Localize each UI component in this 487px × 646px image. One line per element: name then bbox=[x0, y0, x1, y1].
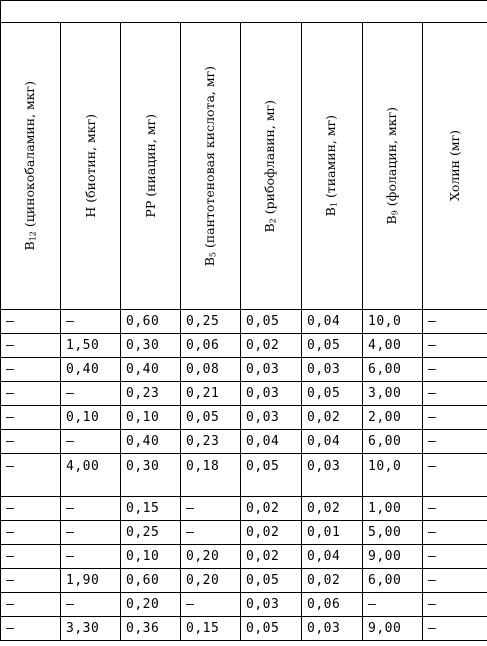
table-cell: 0,05 bbox=[302, 334, 363, 358]
table-cell: — bbox=[423, 545, 487, 569]
table-cell: 0,03 bbox=[241, 593, 302, 617]
table-cell: — bbox=[61, 593, 121, 617]
table-row bbox=[1, 454, 487, 497]
table-cell: 0,60 bbox=[121, 310, 181, 334]
table-cell: 0,25 bbox=[181, 310, 241, 334]
table-row bbox=[1, 497, 487, 521]
table-cell: 0,04 bbox=[302, 430, 363, 454]
table-cell: 5,00 bbox=[363, 521, 423, 545]
column-header-label: Н (биотин, мкг) bbox=[82, 114, 98, 218]
table-cell: 0,10 bbox=[61, 406, 121, 430]
column-header bbox=[302, 23, 363, 310]
table-cell: 0,04 bbox=[241, 430, 302, 454]
table-cell: — bbox=[423, 406, 487, 430]
table-cell: 1,50 bbox=[61, 334, 121, 358]
table-cell: 0,03 bbox=[241, 358, 302, 382]
table-cell: 0,02 bbox=[302, 569, 363, 593]
table-cell: — bbox=[1, 593, 61, 617]
table-cell: — bbox=[423, 569, 487, 593]
table-cell: — bbox=[1, 569, 61, 593]
table-cell: 0,20 bbox=[181, 569, 241, 593]
table-cell: 0,06 bbox=[181, 334, 241, 358]
column-header-label: Холин (мг) bbox=[447, 130, 463, 202]
table-cell: 0,36 bbox=[121, 617, 181, 641]
table-cell: 0,02 bbox=[241, 545, 302, 569]
table-row bbox=[1, 545, 487, 569]
column-header bbox=[1, 23, 61, 310]
table-cell: 0,05 bbox=[241, 310, 302, 334]
table-cell: 0,03 bbox=[302, 358, 363, 382]
table-cell: 0,23 bbox=[181, 430, 241, 454]
table-top-row bbox=[1, 1, 487, 23]
table-cell: — bbox=[1, 406, 61, 430]
table-cell: 9,00 bbox=[363, 545, 423, 569]
table-cell: 0,05 bbox=[241, 569, 302, 593]
table-cell: 0,01 bbox=[302, 521, 363, 545]
table-cell: 6,00 bbox=[363, 358, 423, 382]
table-cell: 0,05 bbox=[302, 382, 363, 406]
table-cell: — bbox=[61, 545, 121, 569]
table-row bbox=[1, 334, 487, 358]
table-cell: 0,60 bbox=[121, 569, 181, 593]
table-cell: 1,90 bbox=[61, 569, 121, 593]
table-cell: 0,30 bbox=[121, 454, 181, 497]
table-cell: 0,04 bbox=[302, 545, 363, 569]
table-cell: — bbox=[181, 593, 241, 617]
table-cell: — bbox=[61, 382, 121, 406]
table-row bbox=[1, 358, 487, 382]
column-header bbox=[181, 23, 241, 310]
header-row bbox=[1, 23, 487, 310]
table-cell: 0,03 bbox=[302, 454, 363, 497]
table-cell: 0,02 bbox=[241, 497, 302, 521]
table-row bbox=[1, 406, 487, 430]
table-cell: 0,05 bbox=[241, 454, 302, 497]
table-cell: — bbox=[1, 310, 61, 334]
table-row bbox=[1, 310, 487, 334]
table-cell: 10,0 bbox=[363, 310, 423, 334]
table-row bbox=[1, 569, 487, 593]
table-cell: 0,10 bbox=[121, 545, 181, 569]
column-header bbox=[241, 23, 302, 310]
table-cell: 0,20 bbox=[181, 545, 241, 569]
table-row bbox=[1, 617, 487, 641]
column-header-label: $B_5$ (пантотеновая кислота, мг) bbox=[201, 65, 218, 267]
table-cell: 0,06 bbox=[302, 593, 363, 617]
column-header-label: РР (ниацин, мг) bbox=[142, 114, 158, 218]
table-cell: — bbox=[1, 454, 61, 497]
table-row bbox=[1, 382, 487, 406]
table-cell: — bbox=[1, 334, 61, 358]
table-cell: 0,15 bbox=[181, 617, 241, 641]
column-header bbox=[363, 23, 423, 310]
table-cell: 0,25 bbox=[121, 521, 181, 545]
table-cell: — bbox=[423, 310, 487, 334]
table-cell: 0,04 bbox=[302, 310, 363, 334]
table-cell: 0,03 bbox=[241, 406, 302, 430]
table-cell: — bbox=[423, 454, 487, 497]
column-header-label: $B_2$ (рибофлавин, мг) bbox=[262, 99, 278, 233]
table-cell: — bbox=[61, 310, 121, 334]
table-cell: 0,40 bbox=[121, 430, 181, 454]
table-cell: 9,00 bbox=[363, 617, 423, 641]
table-cell: — bbox=[423, 497, 487, 521]
table-cell: 6,00 bbox=[363, 430, 423, 454]
table-top-cell bbox=[1, 1, 487, 23]
table-cell: 0,40 bbox=[61, 358, 121, 382]
table-cell: 2,00 bbox=[363, 406, 423, 430]
table-cell: 3,00 bbox=[363, 382, 423, 406]
table-cell: — bbox=[1, 430, 61, 454]
table-row bbox=[1, 593, 487, 617]
table-cell: 0,03 bbox=[241, 382, 302, 406]
table-cell: 4,00 bbox=[363, 334, 423, 358]
table-cell: 0,10 bbox=[121, 406, 181, 430]
table-cell: — bbox=[423, 334, 487, 358]
table-cell: 0,08 bbox=[181, 358, 241, 382]
table-cell: — bbox=[1, 521, 61, 545]
table-cell: — bbox=[181, 521, 241, 545]
table-cell: — bbox=[61, 497, 121, 521]
table-cell: 10,0 bbox=[363, 454, 423, 497]
table-cell: 0,02 bbox=[241, 521, 302, 545]
table-cell: — bbox=[423, 593, 487, 617]
table-cell: 6,00 bbox=[363, 569, 423, 593]
table-cell: 0,30 bbox=[121, 334, 181, 358]
table-cell: — bbox=[61, 521, 121, 545]
column-header bbox=[423, 23, 487, 310]
table-cell: — bbox=[1, 358, 61, 382]
table-cell: 0,05 bbox=[241, 617, 302, 641]
column-header-label: $B_{12}$ (цинокобаламин, мкг) bbox=[21, 81, 38, 251]
column-header bbox=[61, 23, 121, 310]
table-cell: 4,00 bbox=[61, 454, 121, 497]
table-cell: — bbox=[423, 521, 487, 545]
table-cell: — bbox=[61, 430, 121, 454]
table-cell: 0,02 bbox=[302, 406, 363, 430]
table-cell: 0,02 bbox=[302, 497, 363, 521]
table-cell: — bbox=[423, 358, 487, 382]
table-cell: — bbox=[423, 430, 487, 454]
table-cell: 0,05 bbox=[181, 406, 241, 430]
table-row bbox=[1, 521, 487, 545]
column-header-label: $B_1$ (тиамин, мг) bbox=[323, 115, 339, 217]
column-header bbox=[121, 23, 181, 310]
table-cell: 0,02 bbox=[241, 334, 302, 358]
table-row bbox=[1, 430, 487, 454]
table-cell: — bbox=[1, 382, 61, 406]
table-cell: 1,00 bbox=[363, 497, 423, 521]
table-cell: 3,30 bbox=[61, 617, 121, 641]
table-cell: — bbox=[1, 545, 61, 569]
table-cell: 0,20 bbox=[121, 593, 181, 617]
table-cell: 0,23 bbox=[121, 382, 181, 406]
table-cell: — bbox=[423, 382, 487, 406]
table-cell: 0,21 bbox=[181, 382, 241, 406]
table-cell: — bbox=[181, 497, 241, 521]
table-cell: — bbox=[1, 617, 61, 641]
table-cell: 0,40 bbox=[121, 358, 181, 382]
column-header-label: $B_9$ (фолацин, мкг) bbox=[383, 107, 400, 225]
table-cell: 0,18 bbox=[181, 454, 241, 497]
table-cell: — bbox=[363, 593, 423, 617]
table-cell: 0,15 bbox=[121, 497, 181, 521]
table-cell: — bbox=[423, 617, 487, 641]
table-cell: — bbox=[1, 497, 61, 521]
table-cell: 0,03 bbox=[302, 617, 363, 641]
